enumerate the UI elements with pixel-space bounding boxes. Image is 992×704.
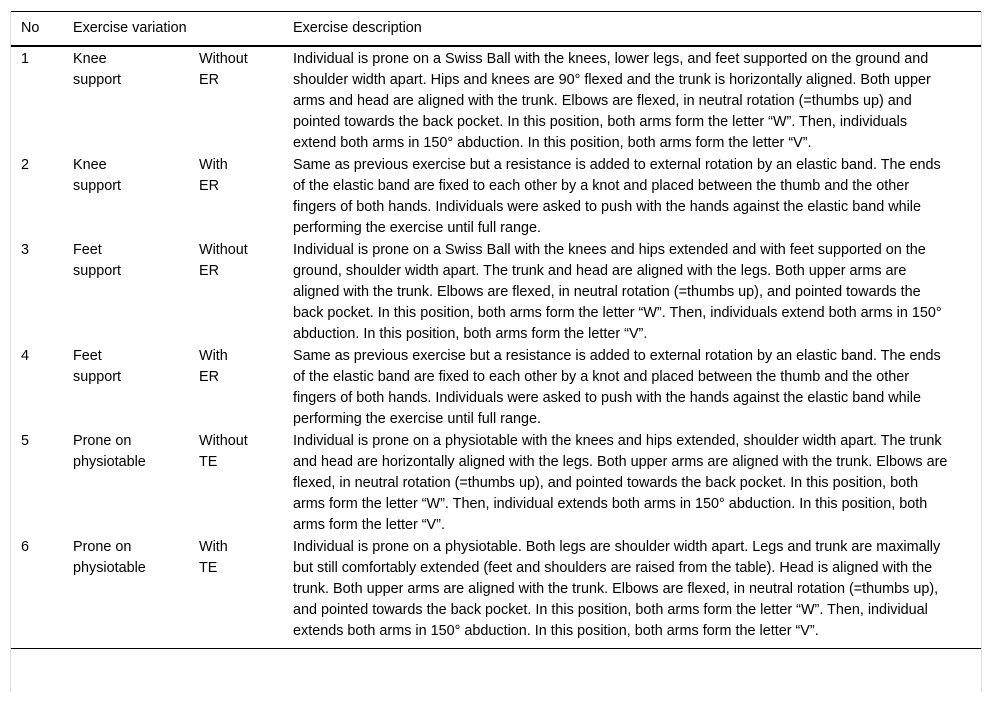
support-cell: [63, 430, 189, 536]
resistance-line: ER: [199, 263, 219, 279]
row-number: 3: [21, 242, 30, 258]
resistance-line: ER: [199, 369, 219, 385]
resistance-cell: [189, 536, 283, 649]
header-exercise-description: Exercise description: [293, 20, 422, 36]
resistance-line: Without: [199, 51, 248, 67]
support-cell: [63, 536, 189, 649]
resistance-line: Without: [199, 242, 248, 258]
row-number: 1: [21, 51, 30, 67]
support-line: support: [73, 178, 121, 194]
description-cell: Individual is prone on a Swiss Ball with the knees and hips extended and with feet supported on the ground, shoulder width apart. The trunk and head are aligned with the legs. Both upper arms are aligned with the trunk. Elbows are flexed, in neutral rotation (=thumbs up), and pointed towards the back pocket. In this position, both arms form the letter “W”. Then, individuals extend both arms in 150° abduction. In this position, both arms form the letter “V”.: [293, 242, 942, 342]
row-number: 2: [21, 157, 30, 173]
resistance-cell: [189, 345, 283, 430]
resistance-line: ER: [199, 178, 219, 194]
description-cell: Individual is prone on a physiotable with the knees and hips extended, shoulder width apart. The trunk and head are horizontally aligned with the legs. Both upper arms are aligned with the trunk. Elbows are flexed, in neutral rotation (=thumbs up), and pointed towards the back pocket. In this position, both arms form the letter “W”. Then, individual extends both arms in 150° abduction. In this position, both arms form the letter “V”.: [293, 433, 948, 533]
support-line: Knee: [73, 51, 107, 67]
support-line: support: [73, 369, 121, 385]
support-line: Feet: [73, 348, 102, 364]
support-line: support: [73, 263, 121, 279]
row-number: 4: [21, 348, 30, 364]
resistance-cell: [189, 46, 283, 154]
resistance-cell: [189, 430, 283, 536]
resistance-line: TE: [199, 560, 218, 576]
resistance-line: TE: [199, 454, 218, 470]
support-line: support: [73, 72, 121, 88]
header-row: [11, 12, 981, 47]
support-line: Prone on: [73, 433, 132, 449]
resistance-line: ER: [199, 72, 219, 88]
table-row: [11, 154, 981, 239]
row-number: 6: [21, 539, 30, 555]
support-line: physiotable: [73, 454, 146, 470]
resistance-line: With: [199, 539, 228, 555]
description-cell: Same as previous exercise but a resistance is added to external rotation by an elastic band. The ends of the elastic band are fixed to each other by a knot and placed between the thumb and the other fingers of both hands. Individuals were asked to push with the hands against the elastic band while performing the exercise until full range.: [293, 348, 941, 427]
resistance-line: With: [199, 348, 228, 364]
table-row: [11, 46, 981, 154]
table-row: [11, 345, 981, 430]
support-line: Feet: [73, 242, 102, 258]
support-line: physiotable: [73, 560, 146, 576]
resistance-line: With: [199, 157, 228, 173]
exercise-table: [11, 11, 981, 649]
description-cell: Individual is prone on a Swiss Ball with the knees, lower legs, and feet supported on the ground and shoulder width apart. Hips and knees are 90° flexed and the trunk is horizontally aligned. Both upper arms and head are aligned with the trunk. Elbows are flexed, in neutral rotation (=thumbs up) and pointed towards the back pocket. In this position, both arms form the letter “W”. Then, individuals extend both arms in 150° abduction. In this position, both arms form the letter “V”.: [293, 51, 931, 151]
resistance-line: Without: [199, 433, 248, 449]
support-cell: [63, 345, 189, 430]
resistance-cell: [189, 154, 283, 239]
description-cell: Same as previous exercise but a resistance is added to external rotation by an elastic band. The ends of the elastic band are fixed to each other by a knot and placed between the thumb and the other fingers of both hands. Individuals were asked to push with the hands against the elastic band while performing the exercise until full range.: [293, 157, 941, 236]
support-cell: [63, 46, 189, 154]
support-line: Knee: [73, 157, 107, 173]
support-line: Prone on: [73, 539, 132, 555]
support-cell: [63, 239, 189, 345]
exercise-table-container: [11, 11, 981, 649]
description-cell: Individual is prone on a physiotable. Both legs are shoulder width apart. Legs and trunk are maximally but still comfortably extended (feet and shoulders are raised from the table). Head is aligned with the trunk. Both upper arms are aligned with the trunk. Elbows are flexed, in neutral rotation (=thumbs up), and pointed towards the back pocket. In this position, both arms form the letter “W”. Then, individual extends both arms in 150° abduction. In this position, both arms form the letter “V”.: [293, 539, 941, 639]
header-exercise-variation: Exercise variation: [73, 20, 187, 36]
resistance-cell: [189, 239, 283, 345]
header-no: No: [21, 20, 40, 36]
row-number: 5: [21, 433, 30, 449]
table-row: [11, 536, 981, 649]
table-row: [11, 239, 981, 345]
table-row: [11, 430, 981, 536]
support-cell: [63, 154, 189, 239]
